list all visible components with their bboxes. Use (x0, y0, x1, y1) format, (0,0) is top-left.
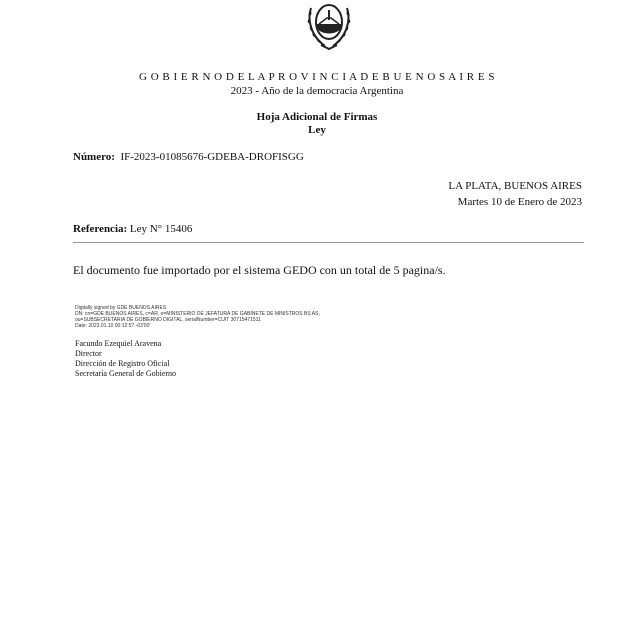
digital-signature-line: DN: cn=GDE BUENOS AIRES, c=AR, o=MINISTERIO DE JEFATURA DE GABINETE DE MINISTROS BS AS, (75, 311, 320, 317)
signer-department: Secretaría General de Gobierno (75, 369, 177, 378)
number-label: Número: (73, 151, 115, 163)
signer-name: Facundo Ezequiel Aravena (75, 339, 162, 348)
document-reference (73, 223, 192, 235)
document-date: Martes 10 de Enero de 2023 (457, 196, 582, 208)
digital-signature-line: Digitally signed by GDE BUENOS AIRES (75, 305, 167, 311)
document-body: El documento fue importado por el sistema GEDO con un total de 5 pagina/s. (73, 263, 446, 277)
document-number (73, 151, 304, 163)
reference-label: Referencia: (73, 223, 128, 235)
document-title: Hoja Adicional de Firmas (256, 111, 378, 123)
signer-role: Director (75, 349, 102, 358)
document-subtitle: Ley (308, 124, 326, 136)
government-header: G O B I E R N O D E L A P R O V I N C I A D E B U E N O S A I R E S (139, 71, 495, 83)
year-motto: 2023 - Año de la democracia Argentina (230, 85, 404, 97)
document-place: LA PLATA, BUENOS AIRES (448, 180, 582, 192)
signer-office: Dirección de Registro Oficial (75, 359, 170, 368)
provincial-coat-of-arms-icon (303, 0, 355, 52)
digital-signature-line: Date: 2023.01.10 00:12:57 -03'00' (75, 323, 151, 329)
digital-signature-line: ou=SUBSECRETARIA DE GOBIERNO DIGITAL, serialNumber=CUIT 30715471511 (75, 317, 261, 323)
reference-value: Ley N° 15406 (129, 223, 193, 235)
divider (73, 242, 584, 243)
number-value: IF-2023-01085676-GDEBA-DROFISGG (120, 151, 304, 163)
